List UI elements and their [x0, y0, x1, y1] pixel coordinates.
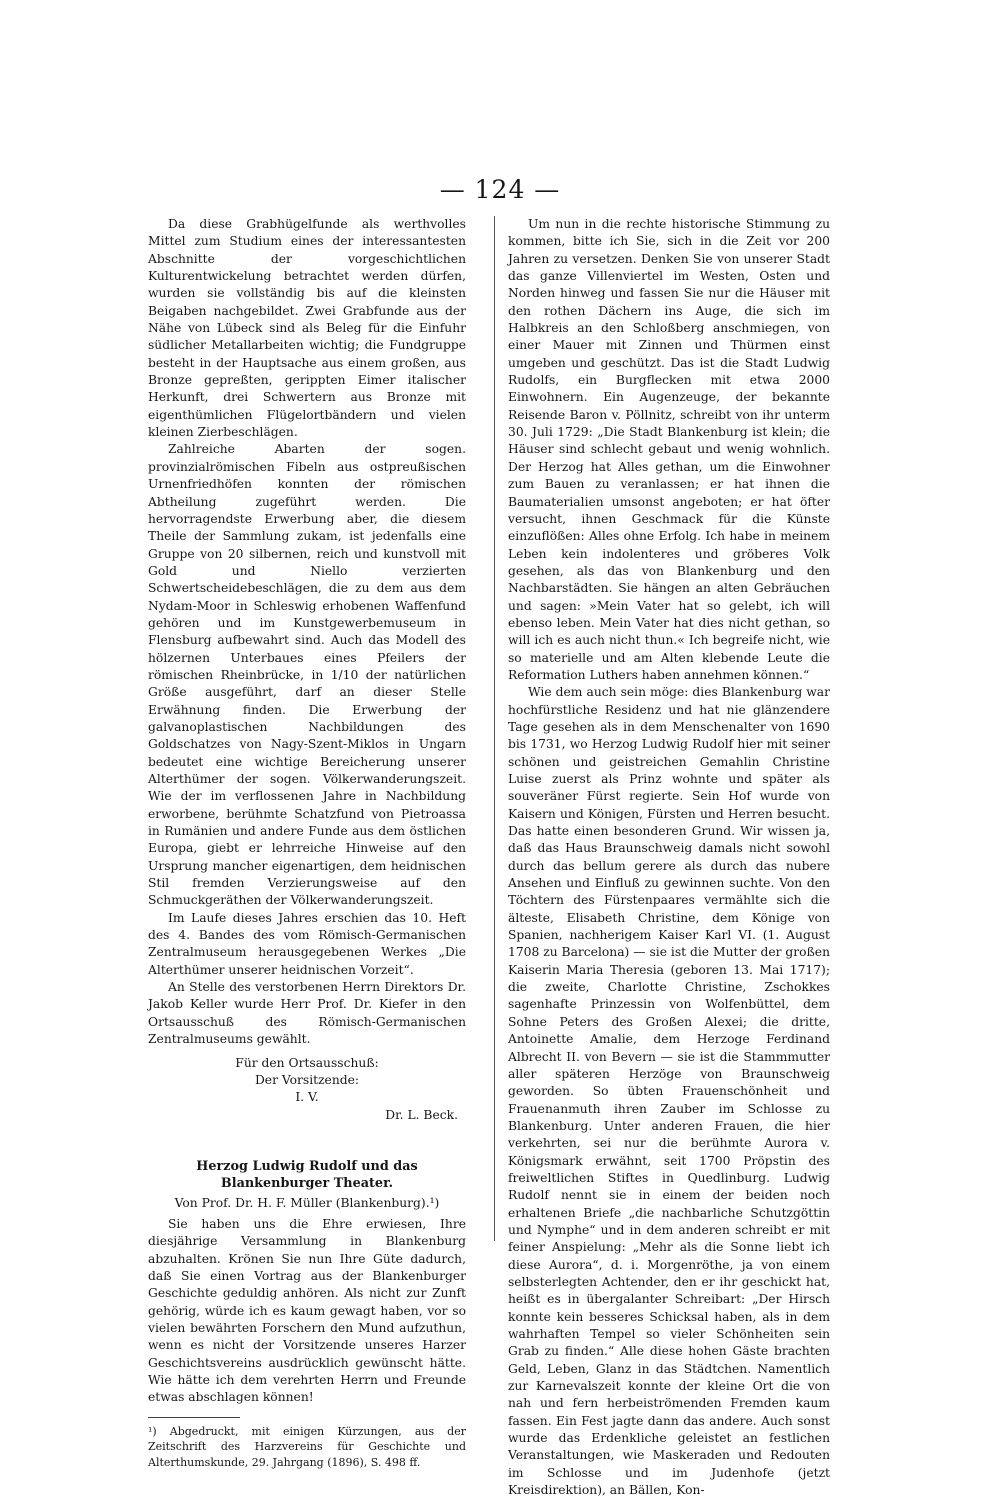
paragraph-article-intro: Sie haben uns die Ehre erwiesen, Ihre diesjährige Versammlung in Blankenburg abzuhalten. Krönen Sie nun Ihre Güte dadurch, daß Sie einen Vortrag aus der Blankenburger Geschichte geduldig anhören. Als nicht zur Zunft gehörig, würde ich es kaum gewagt haben, vor so vielen bewährten Forschern den Mund aufzuthun, wenn es nicht der Vorsitzende unseres Harzer Geschichtsvereins ausdrücklich gewünscht hätte. Wie hätte ich dem verehrten Herrn und Freunde etwas abschlagen können!: [148, 1216, 466, 1405]
paragraph-acquisitions: Zahlreiche Abarten der sogen. provinzialrömischen Fibeln aus ostpreußischen Urnenfriedhöfen konnten der römischen Abtheilung zugeführt werden. Die hervorragendste Erwerbung aber, die diesem Theile der Sammlung zukam, ist jedenfalls eine Gruppe von 20 silbernen, reich und kunstvoll mit Gold und Niello verzierten Schwertscheidebeschlägen, die zu dem aus dem Nydam-Moor in Schleswig erhobenen Waffenfund gehören und im Kunstgewerbemuseum in Flensburg aufbewahrt sind. Auch das Modell des hölzernen Unterbaues eines Pfeilers der römischen Rheinbrücke, in 1/10 der natürlichen Größe ausgeführt, darf an dieser Stelle Erwähnung finden. Die Erwerbung der galvanoplastischen Nachbildungen des Goldschatzes von Nagy-Szent-Miklos in Ungarn bedeutet eine wichtige Bereicherung unserer Alterthümer der sogen. Völkerwanderungszeit. Wie der im verflossenen Jahre in Nachbildung erworbene, berühmte Schatzfund von Pietroassa in Rumänien und andere Funde aus dem östlichen Europa, giebt er lehrreiche Hinweise auf den Ursprung mancher eigenartigen, dem heidnischen Stil fremden Verzierungsweise auf den Schmuckgeräthen der Völkerwanderungszeit.: [148, 442, 466, 908]
footnote-separator: [148, 1417, 240, 1418]
paragraph-residence: Wie dem auch sein möge: dies Blankenburg war hochfürstliche Residenz und hat nie glänzendere Tage gesehen als in dem Menschenalter von 1690 bis 1731, wo Herzog Ludwig Rudolf hier mit seiner schönen und geistreichen Gemahlin Christine Luise zuerst als Prinz wohnte und später als souveräner Fürst regierte. Sein Hof wurde von Kaisern und Königen, Fürsten und Herren besucht. Das hatte einen besonderen Grund. Wir wissen ja, daß das Haus Braunschweig damals nicht sowohl durch das bellum gerere als durch das nubere Ansehen und Einfluß zu gewinnen suchte. Von den Töchtern des Fürstenpaares vermählte sich die älteste, Elisabeth Christine, dem Könige von Spanien, nachherigem Kaiser Karl VI. (1. August 1708 zu Barcelona) — sie ist die Mutter der großen Kaiserin Maria Theresia (geboren 13. Mai 1717); die zweite, Charlotte Christine, Zschokkes sagenhafte Prinzessin von Wolfenbüttel, dem Sohne Peters des Großen Alexei; die dritte, Antoinette Amalie, dem Herzoge Ferdinand Albrecht II. von Bevern — sie ist die Stammmutter aller späteren Herzöge von Braunschweig geworden. So übten Frauenschönheit und Frauenanmuth ihren Zauber im Schlosse zu Blankenburg. Unter anderen Frauen, die hier verkehrten, sei nur die berühmte Aurora v. Königsmark erwähnt, seit 1700 Pröpstin des freiweltlichen Stiftes in Quedlinburg. Ludwig Rudolf nennt sie in einem der beiden noch erhaltenen Briefe „die nachbarliche Schutzgöttin und Nymphe“ und in dem anderen schreibt er mit feiner Anspielung: „Mehr als die Sonne liebt ich diese Aurora“, d. i. Morgenröthe, ja von einem selbsterlegten Achtender, den er ihr geschickt hat, heißt es in übergalanter Schreibart: „Der Hirsch konnte kein besseres Schicksal haben, als in dem wahrhaften Tempel so vieler Schönheiten sein Grab zu finden.“ Alle diese hohen Gäste brachten Geld, Leben, Glanz in das Städtchen. Namentlich zur Karnevalszeit konnte der kleine Ort die von nah und fern herbeiströmenden Fremden kaum fassen. Ein Fest jagte dann das andere. Auch sonst wurde das Erdenkliche geleistet an festlichen Veranstaltungen, wie Maskeraden und Redouten im Schlosse und im Judenhofe (jetzt Kreisdirektion), an Bällen, Kon-: [508, 685, 830, 1498]
footnote: ¹) Abgedruckt, mit einigen Kürzungen, aus der Zeitschrift des Harzvereins für Geschichte und Alterthumskunde, 29. Jahrgang (1896), S. 498 ff.: [148, 1424, 466, 1469]
section-spacer: [148, 1124, 466, 1158]
signature-chair: Der Vorsitzende:: [254, 1072, 360, 1087]
paragraph-committee: An Stelle des verstorbenen Herrn Direktors Dr. Jakob Keller wurde Herr Prof. Dr. Kiefer in den Ortsausschuß des Römisch-Germanischen Zentralmuseums gewählt.: [148, 980, 466, 1047]
signature-iv: I. V.: [295, 1090, 319, 1105]
signature-name: Dr. L. Beck.: [385, 1107, 458, 1122]
signature-committee: Für den Ortsausschuß:: [235, 1055, 379, 1070]
page-number: — 124 —: [439, 175, 561, 204]
right-column: [508, 216, 830, 1499]
left-column: [148, 216, 466, 1470]
article-byline: Von Prof. Dr. H. F. Müller (Blankenburg).¹): [174, 1195, 440, 1210]
paragraph-grave-finds: Da diese Grabhügelfunde als werthvolles Mittel zum Studium eines der interessantesten Abschnitte der vorgeschichtlichen Kulturentwickelung betrachtet werden dürfen, wurden sie vollständig bis auf die kleinsten Beigaben nachgebildet. Zwei Grabfunde aus der Nähe von Lübeck sind als Beleg für die Einfuhr südlicher Metallarbeiten wichtig; die Fundgruppe besteht in der Hauptsache aus einem großen, aus Bronze gepreßten, gerippten Eimer italischer Herkunft, drei Schwertern aus Bronze mit eigenthümlichen Flügelortbändern und vielen kleinen Zierbeschlägen.: [148, 217, 466, 440]
column-divider: [494, 216, 495, 1241]
paragraph-publication: Im Laufe dieses Jahres erschien das 10. Heft des 4. Bandes des vom Römisch-Germanischen Zentralmuseum herausgegebenen Werkes „Die Alterthümer unserer heidnischen Vorzeit“.: [148, 910, 466, 977]
paragraph-historic-mood: Um nun in die rechte historische Stimmung zu kommen, bitte ich Sie, sich in die Zeit vor 200 Jahren zu versetzen. Denken Sie von unserer Stadt das ganze Villenviertel im Westen, Osten und Norden hinweg und fassen Sie nur die Häuser mit den rothen Dächern ins Auge, die sich im Halbkreis an den Schloßberg anschmiegen, von einer Mauer mit Zinnen und Thürmen einst umgeben und geschützt. Das ist die Stadt Ludwig Rudolfs, ein Burgflecken mit etwa 2000 Einwohnern. Ein Augenzeuge, der bekannte Reisende Baron v. Pöllnitz, schreibt von ihr unterm 30. Juli 1729: „Die Stadt Blankenburg ist klein; die Häuser sind schlecht gebaut und wenig wohnlich. Der Herzog hat Alles gethan, um die Einwohner zum Bauen zu veranlassen; er hat ihnen die Baumaterialien umsonst angeboten; er hat öfter versucht, ihnen Geschmack für die Künste einzuflößen: Alles ohne Erfolg. Ich habe in meinem Leben kein indolenteres und gröberes Volk gesehen, als das von Blankenburg und den Nachbarstädten. Sie hängen an alten Gebräuchen und sagen: »Mein Vater hat so gelebt, ich will ebenso leben. Mein Vater hat dies nicht gethan, so will ich es auch nicht thun.« Ich begreife nicht, wie so materielle und am Alten klebende Leute die Reformation Luthers haben annehmen können.“: [508, 217, 830, 682]
article-title: Herzog Ludwig Rudolf und das Blankenburger Theater.: [196, 1158, 418, 1192]
